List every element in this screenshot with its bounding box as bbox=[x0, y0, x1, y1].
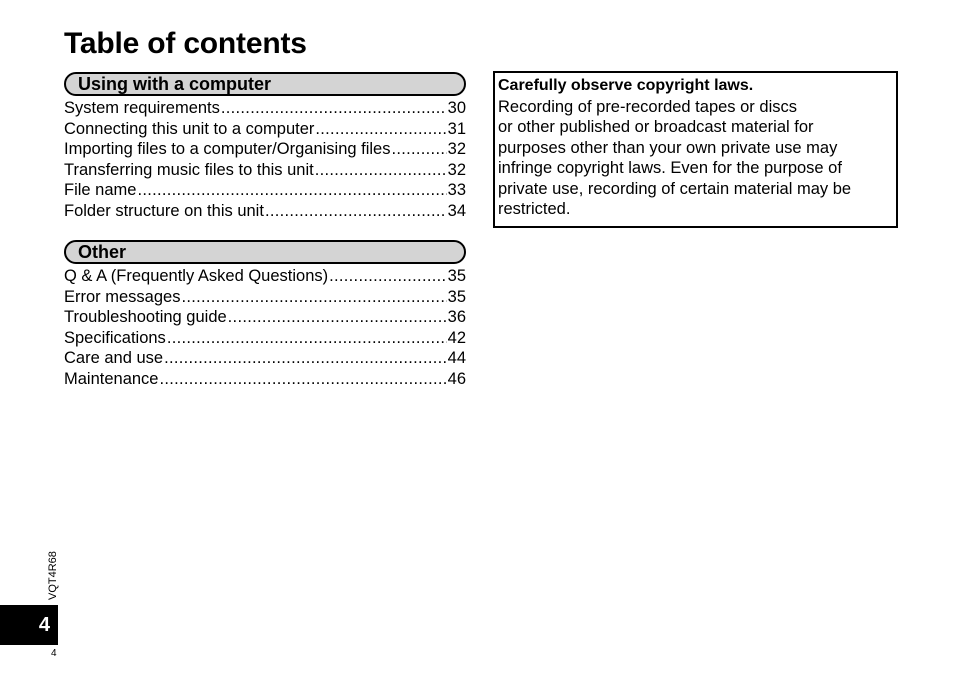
toc-section-using-with-a-computer bbox=[64, 72, 466, 221]
dot-leader bbox=[391, 139, 446, 160]
dot-leader bbox=[221, 98, 447, 119]
toc-entry-error-messages[interactable] bbox=[64, 287, 466, 308]
toc-entry-folder-structure[interactable] bbox=[64, 201, 466, 222]
toc-entry-page: 35 bbox=[447, 267, 466, 285]
toc-entry-label: Troubleshooting guide bbox=[64, 308, 227, 326]
toc-entry-q-and-a[interactable] bbox=[64, 266, 466, 287]
dot-leader bbox=[265, 201, 447, 222]
toc-entry-connecting-this-unit[interactable] bbox=[64, 119, 466, 140]
toc-entry-care-and-use[interactable] bbox=[64, 348, 466, 369]
toc-entry-label: Error messages bbox=[64, 287, 181, 306]
toc-entry-page: 32 bbox=[447, 160, 466, 179]
dot-leader bbox=[159, 369, 446, 390]
model-code: VQT4R68 bbox=[47, 551, 59, 600]
section-heading-text: Using with a computer bbox=[78, 73, 272, 94]
toc-list bbox=[64, 266, 466, 389]
toc-entry-page: 31 bbox=[447, 119, 466, 138]
toc-entry-page: 44 bbox=[447, 349, 466, 367]
toc-entry-page: 34 bbox=[447, 201, 466, 220]
dot-leader bbox=[137, 180, 446, 201]
toc-entry-page: 46 bbox=[447, 369, 466, 388]
toc-entry-label: Importing files to a computer/Organising files bbox=[64, 140, 391, 158]
section-heading-text: Other bbox=[78, 241, 127, 262]
toc-entry-maintenance[interactable] bbox=[64, 369, 466, 390]
page-number-tab bbox=[0, 605, 58, 645]
copyright-notice-line: or other published or broadcast material for bbox=[498, 118, 814, 136]
toc-entry-label: Specifications bbox=[64, 328, 166, 347]
section-heading-pill bbox=[64, 72, 466, 96]
toc-entry-page: 35 bbox=[447, 287, 466, 306]
toc-entry-system-requirements[interactable] bbox=[64, 98, 466, 119]
copyright-notice-heading: Carefully observe copyright laws. bbox=[498, 77, 754, 94]
toc-entry-page: 36 bbox=[447, 308, 466, 326]
copyright-notice-line: restricted. bbox=[498, 200, 571, 218]
toc-entry-label: Transferring music files to this unit bbox=[64, 160, 314, 179]
toc-entry-label: Maintenance bbox=[64, 369, 159, 388]
dot-leader bbox=[329, 266, 447, 287]
copyright-notice-line: private use, recording of certain material may be bbox=[498, 179, 852, 198]
copyright-notice-line: Recording of pre-recorded tapes or discs bbox=[498, 97, 797, 116]
dot-leader bbox=[181, 287, 446, 308]
page-title: Table of contents bbox=[64, 27, 307, 60]
dot-leader bbox=[228, 307, 447, 328]
section-heading-pill bbox=[64, 240, 466, 264]
dot-leader bbox=[315, 160, 447, 181]
copyright-notice-line: purposes other than your own private use may bbox=[498, 138, 838, 157]
toc-entry-label: Connecting this unit to a computer bbox=[64, 119, 315, 138]
copyright-notice-box bbox=[493, 71, 898, 228]
toc-entry-transferring-music-files[interactable] bbox=[64, 160, 466, 181]
toc-entry-specifications[interactable] bbox=[64, 328, 466, 349]
dot-leader bbox=[167, 328, 447, 349]
toc-entry-label: Q & A (Frequently Asked Questions) bbox=[64, 267, 329, 285]
toc-entry-troubleshooting-guide[interactable] bbox=[64, 307, 466, 328]
page-number: 4 bbox=[51, 648, 57, 659]
toc-section-other bbox=[64, 240, 466, 389]
toc-entry-page: 30 bbox=[447, 99, 466, 117]
toc-list bbox=[64, 98, 466, 221]
copyright-notice-line: infringe copyright laws. Even for the purpose of bbox=[498, 159, 842, 177]
toc-entry-label: File name bbox=[64, 181, 137, 199]
toc-entry-importing-files[interactable] bbox=[64, 139, 466, 160]
toc-entry-file-name[interactable] bbox=[64, 180, 466, 201]
toc-entry-label: System requirements bbox=[64, 99, 220, 117]
dot-leader bbox=[164, 348, 447, 369]
toc-entry-page: 42 bbox=[447, 328, 466, 347]
dot-leader bbox=[315, 119, 446, 140]
toc-entry-label: Folder structure on this unit bbox=[64, 201, 264, 220]
toc-entry-label: Care and use bbox=[64, 349, 164, 367]
page-number-tab-label: 4 bbox=[38, 613, 50, 636]
toc-entry-page: 32 bbox=[447, 140, 466, 158]
toc-entry-page: 33 bbox=[447, 181, 466, 199]
